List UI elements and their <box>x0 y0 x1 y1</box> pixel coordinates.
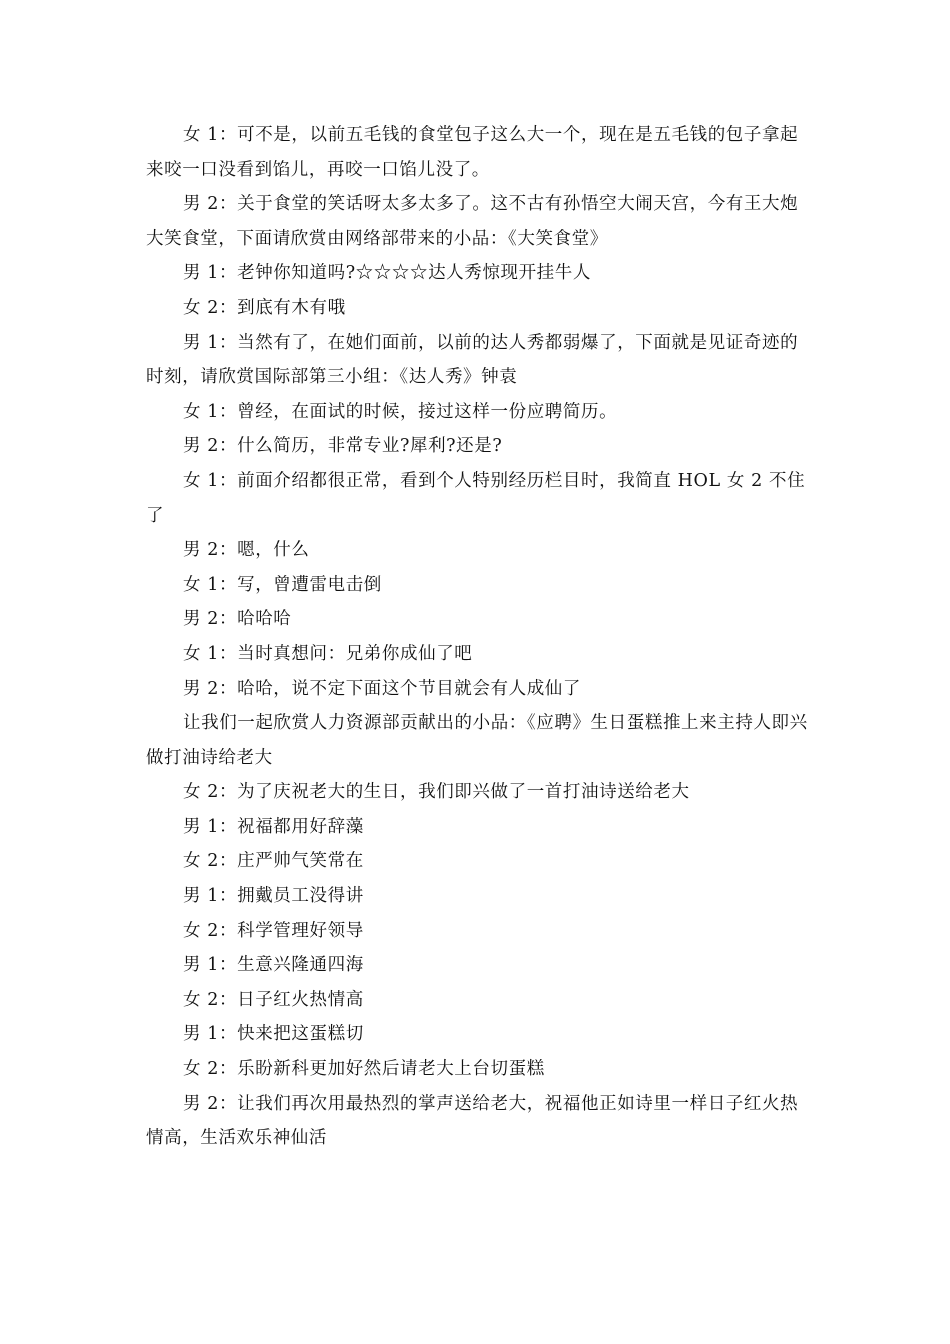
paragraph: 男 1：快来把这蛋糕切 <box>183 1024 364 1045</box>
paragraph: 男 2：让我们再次用最热烈的掌声送给老大，祝福他正如诗里一样日子红火热情高，生活欢乐神仙活 <box>146 1093 799 1149</box>
paragraph: 男 2：关于食堂的笑话呀太多太多了。这不古有孙悟空大闹天宫，今有王大炮大笑食堂，下面请欣赏由网络部带来的小品：《大笑食堂》 <box>146 194 799 249</box>
paragraph: 男 1：祝福都用好辞藻 <box>183 816 364 837</box>
paragraph: 女 2：到底有木有哦 <box>183 297 346 318</box>
paragraph: 女 2：庄严帅气笑常在 <box>183 851 364 872</box>
paragraph: 男 2：嗯，什么 <box>183 540 310 561</box>
document-body <box>146 118 808 1156</box>
paragraph: 女 2：为了庆祝老大的生日，我们即兴做了一首打油诗送给老大 <box>183 782 690 803</box>
paragraph: 女 1：曾经，在面试的时候，接过这样一份应聘简历。 <box>183 401 618 422</box>
paragraph: 男 2：哈哈哈 <box>183 609 292 630</box>
paragraph: 女 2：乐盼新科更加好然后请老大上台切蛋糕 <box>183 1059 545 1080</box>
paragraph: 男 2：哈哈，说不定下面这个节目就会有人成仙了 <box>183 678 581 699</box>
paragraph: 女 2：日子红火热情高 <box>183 989 364 1010</box>
paragraph: 男 1：生意兴隆通四海 <box>183 955 364 976</box>
paragraph: 女 1：当时真想问：兄弟你成仙了吧 <box>183 643 473 664</box>
paragraph: 男 1：拥戴员工没得讲 <box>183 886 364 907</box>
paragraph: 让我们一起欣赏人力资源部贡献出的小品：《应聘》生日蛋糕推上来主持人即兴做打油诗给老大 <box>146 713 808 768</box>
paragraph: 女 1：前面介绍都很正常，看到个人特别经历栏目时，我简直 HOL 女 2 不住了 <box>146 470 806 526</box>
paragraph: 男 2：什么简历，非常专业?犀利?还是? <box>183 436 503 457</box>
paragraph: 女 1：写，曾遭雷电击倒 <box>183 574 382 595</box>
paragraph: 女 2：科学管理好领导 <box>183 920 364 941</box>
paragraph: 男 1：当然有了，在她们面前，以前的达人秀都弱爆了，下面就是见证奇迹的时刻，请欣赏国际部第三小组：《达人秀》钟袁 <box>146 332 799 388</box>
paragraph: 男 1：老钟你知道吗?☆☆☆☆达人秀惊现开挂牛人 <box>183 263 591 284</box>
paragraph: 女 1：可不是，以前五毛钱的食堂包子这么大一个，现在是五毛钱的包子拿起来咬一口没看到馅儿，再咬一口馅儿没了。 <box>146 125 799 180</box>
